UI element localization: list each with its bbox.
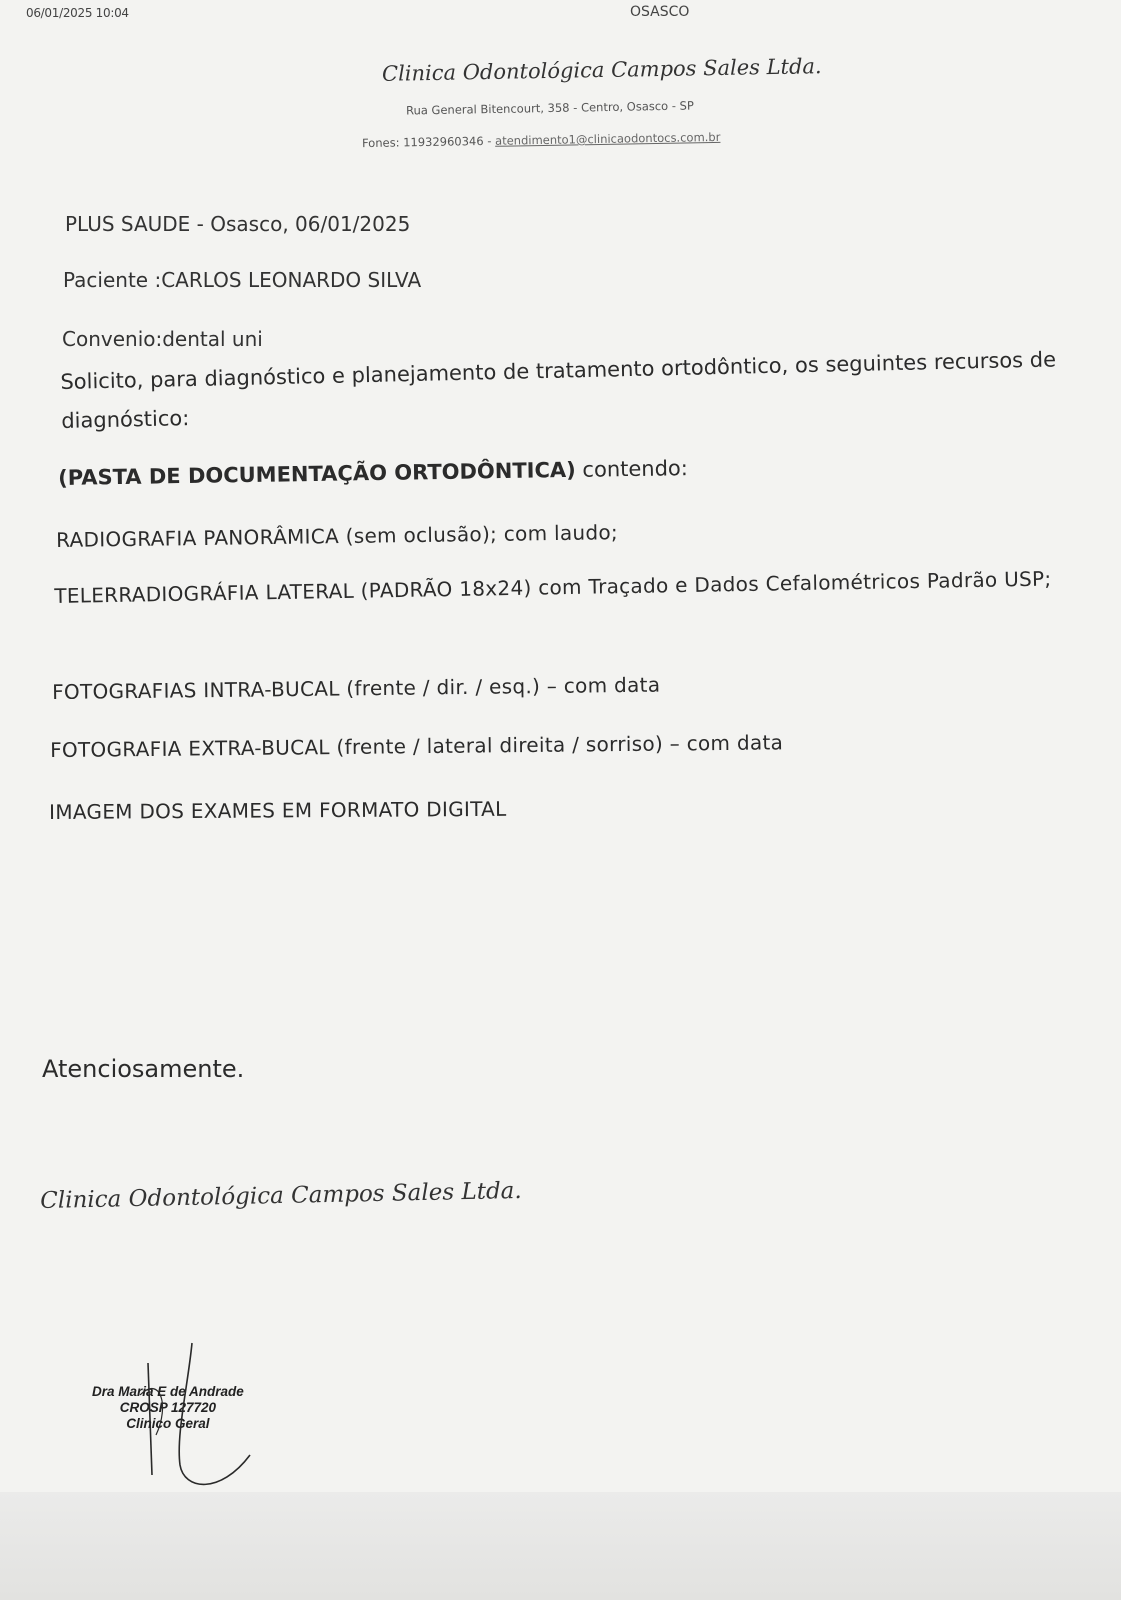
exam-item: IMAGEM DOS EXAMES EM FORMATO DIGITAL bbox=[49, 796, 507, 824]
folder-heading bbox=[58, 456, 688, 490]
stamp-specialty: Clinico Geral bbox=[126, 1416, 210, 1431]
print-timestamp: 06/01/2025 10:04 bbox=[26, 6, 129, 20]
clinic-phones: Fones: 11932960346 - bbox=[361, 133, 492, 151]
exam-item: TELERRADIOGRÁFIA LATERAL (PADRÃO 18x24) com Traçado e Dados Cefalométricos Padrão USP; bbox=[54, 566, 1052, 608]
exam-item: FOTOGRAFIA EXTRA-BUCAL (frente / lateral direita / sorriso) – com data bbox=[50, 730, 784, 762]
patient-name: Paciente :CARLOS LEONARDO SILVA bbox=[63, 268, 422, 292]
request-text: Solicito, para diagnóstico e planejamento de tratamento ortodôntico, os seguintes recursos de diagnóstico: bbox=[60, 347, 1057, 433]
stamp-registration: CROSP 127720 bbox=[119, 1400, 217, 1415]
closing: Atenciosamente. bbox=[42, 1055, 245, 1083]
clinic-letterhead-name: Clinica Odontológica Campos Sales Ltda. bbox=[381, 54, 822, 86]
clinic-contact bbox=[362, 130, 721, 150]
clinic-email-link[interactable]: atendimento1@clinicaodontocs.com.br bbox=[494, 129, 721, 148]
print-city: OSASCO bbox=[630, 4, 690, 20]
handwritten-signature bbox=[100, 1335, 300, 1505]
insurance: Convenio:dental uni bbox=[62, 327, 263, 351]
exam-item: RADIOGRAFIA PANORÂMICA (sem oclusão); com laudo; bbox=[56, 520, 619, 552]
exam-item: FOTOGRAFIAS INTRA-BUCAL (frente / dir. / esq.) – com data bbox=[52, 672, 661, 704]
scan-shadow bbox=[0, 1492, 1121, 1600]
place-date: PLUS SAUDE - Osasco, 06/01/2025 bbox=[65, 212, 411, 236]
clinic-address: Rua General Bitencourt, 358 - Centro, Osasco - SP bbox=[405, 98, 694, 118]
signature-clinic-name: Clinica Odontológica Campos Sales Ltda. bbox=[40, 1177, 522, 1214]
folder-suffix: contendo: bbox=[575, 456, 689, 482]
folder-title: (PASTA DE DOCUMENTAÇÃO ORTODÔNTICA) bbox=[58, 457, 576, 490]
stamp-name: Dra Maria E de Andrade bbox=[92, 1384, 244, 1399]
